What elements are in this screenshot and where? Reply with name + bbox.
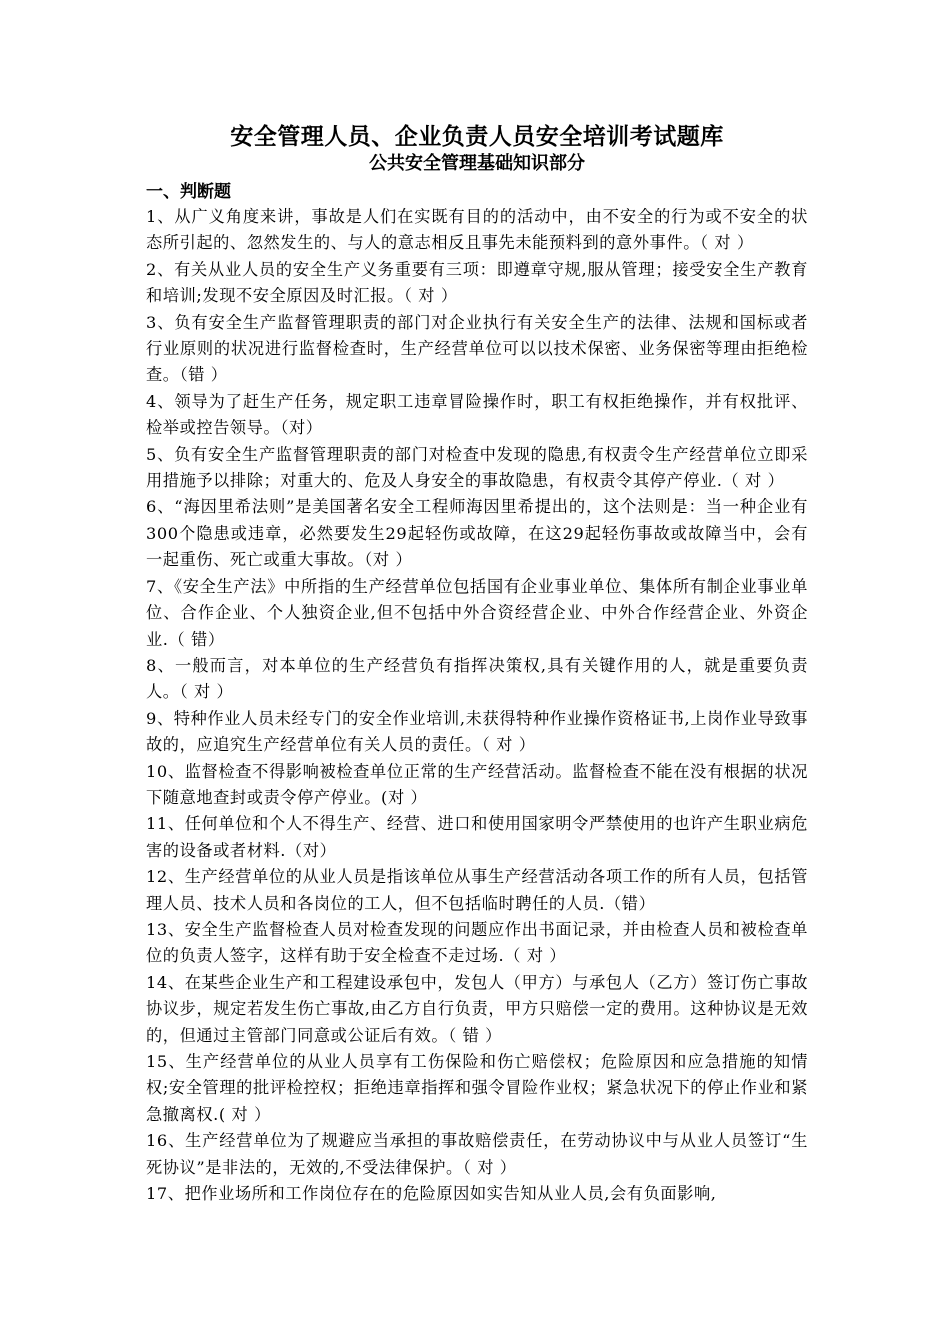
question-item: 17、把作业场所和工作岗位存在的危险原因如实告知从业人员,会有负面影响, bbox=[146, 1184, 717, 1204]
question-item: 5、负有安全生产监督管理职责的部门对检查中发现的隐患,有权责令生产经营单位立即采用措施予以排除；对重大的、危及人身安全的事故隐患，有权责令其停产停业.（ 对 ） bbox=[146, 444, 808, 491]
question-item: 13、安全生产监督检查人员对检查发现的问题应作出书面记录，并由检查人员和被检查单位的负责人签字，这样有助于安全检查不走过场.（ 对 ） bbox=[146, 919, 808, 966]
document-subtitle: 公共安全管理基础知识部分 bbox=[369, 153, 585, 174]
document-body bbox=[146, 122, 808, 1207]
question-item: 10、监督检查不得影响被检查单位正常的生产经营活动。监督检查不能在没有根据的状况下随意地查封或责令停产停业。(对 ） bbox=[146, 761, 808, 807]
question-item: 12、生产经营单位的从业人员是指该单位从事生产经营活动各项工作的所有人员，包括管理人员、技术人员和各岗位的工人，但不包括临时聘任的人员.（错） bbox=[146, 867, 808, 913]
document-title: 安全管理人员、企业负责人员安全培训考试题库 bbox=[230, 123, 724, 150]
question-item: 8、一般而言，对本单位的生产经营负有指挥决策权,具有关键作用的人，就是重要负责人。（ 对 ） bbox=[146, 655, 808, 702]
question-item: 11、任何单位和个人不得生产、经营、进口和使用国家明令严禁使用的也许产生职业病危害的设备或者材料.（对） bbox=[146, 814, 808, 860]
question-item: 6、“海因里希法则”是美国著名安全工程师海因里希提出的，这个法则是：当一种企业有300个隐患或违章，必然要发生29起轻伤或故障，在这29起轻伤事故或故障当中，会有一起重伤、死亡或重大事故。（对 ） bbox=[146, 497, 808, 570]
question-item: 14、在某些企业生产和工程建设承包中，发包人（甲方）与承包人（乙方）签订伤亡事故协议步，规定若发生伤亡事故,由乙方自行负责，甲方只赔偿一定的费用。这种协议是无效的，但通过主管部门同意或公证后有效。（ 错 ） bbox=[146, 972, 808, 1045]
question-item: 4、领导为了赶生产任务，规定职工违章冒险操作时，职工有权拒绝操作，并有权批评、检举或控告领导。（对） bbox=[146, 391, 808, 438]
question-item: 1、从广义角度来讲，事故是人们在实既有目的的活动中，由不安全的行为或不安全的状态所引起的、忽然发生的、与人的意志相反且事先未能预料到的意外事件。（ 对 ） bbox=[146, 207, 808, 253]
question-item: 16、生产经营单位为了规避应当承担的事故赔偿责任，在劳动协议中与从业人员签订“生死协议”是非法的，无效的,不受法律保护。（ 对 ） bbox=[146, 1131, 808, 1177]
question-item: 15、生产经营单位的从业人员享有工伤保险和伤亡赔偿权；危险原因和应急措施的知情权;安全管理的批评检控权；拒绝违章指挥和强令冒险作业权；紧急状况下的停止作业和紧急撤离权.( 对 ） bbox=[146, 1052, 808, 1124]
question-item: 9、特种作业人员未经专门的安全作业培训,未获得特种作业操作资格证书,上岗作业导致事故的，应追究生产经营单位有关人员的责任。（ 对 ） bbox=[146, 708, 808, 755]
question-item: 3、负有安全生产监督管理职责的部门对企业执行有关安全生产的法律、法规和国标或者行业原则的状况进行监督检查时，生产经营单位可以以技术保密、业务保密等理由拒绝检查。（错 ） bbox=[146, 312, 808, 385]
section-heading-true-false: 一、判断题 bbox=[146, 182, 231, 202]
question-item: 2、有关从业人员的安全生产义务重要有三项：即遵章守规,服从管理；接受安全生产教育和培训;发现不安全原因及时汇报。（ 对 ） bbox=[146, 259, 808, 306]
question-item: 7、《安全生产法》中所指的生产经营单位包括国有企业事业单位、集体所有制企业事业单位、合作企业、个人独资企业,但不包括中外合资经营企业、中外合作经营企业、外资企业.（ 错） bbox=[146, 576, 808, 649]
